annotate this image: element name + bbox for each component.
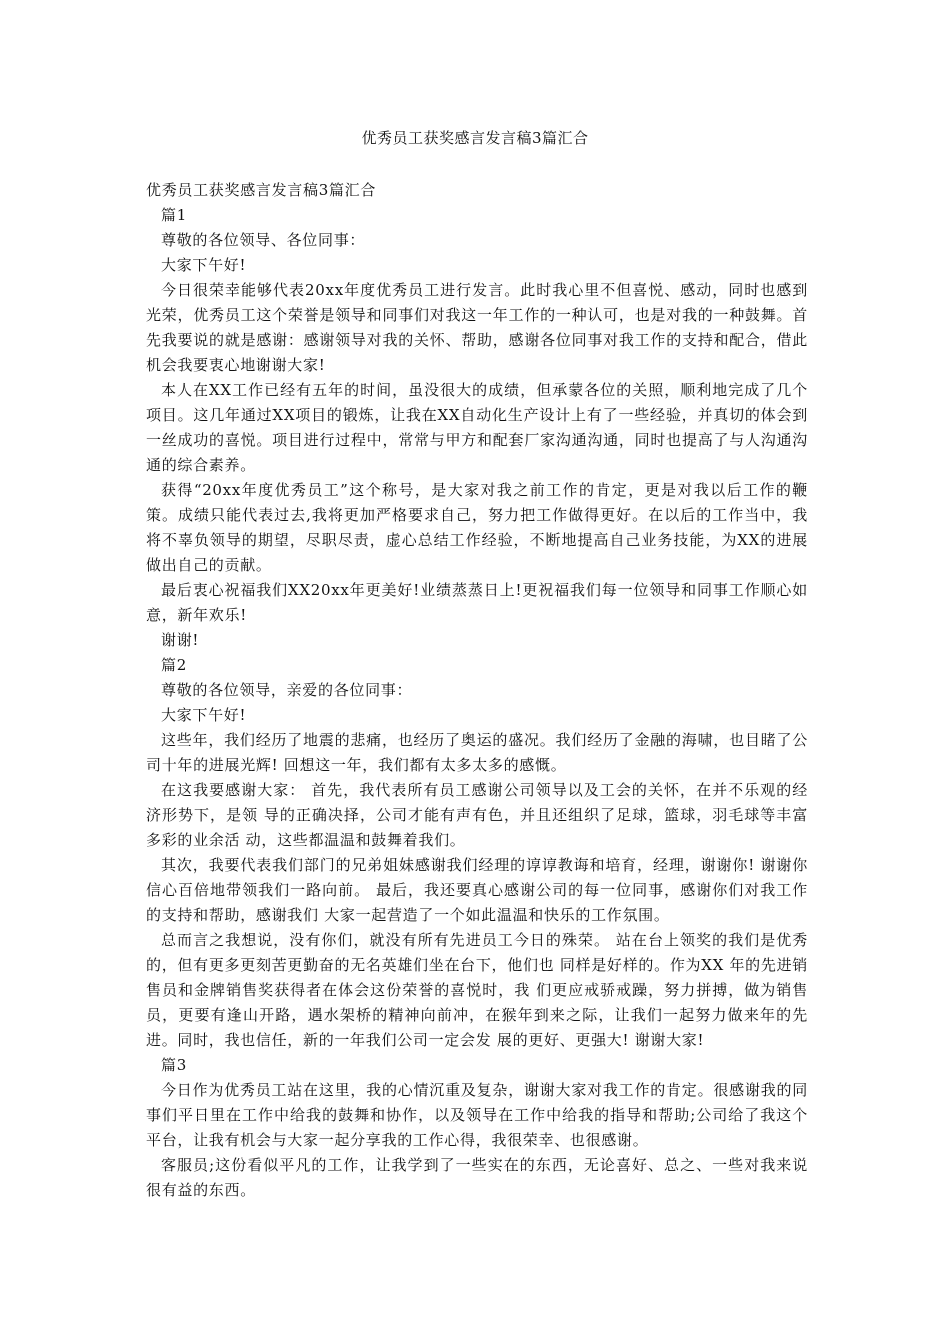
paragraph: 谢谢!: [161, 631, 200, 649]
document-body: [146, 178, 808, 1203]
paragraph: 大家下午好!: [161, 256, 247, 274]
paragraph: 尊敬的各位领导、各位同事：: [161, 231, 366, 249]
paragraph: 在这我要感谢大家： 首先，我代表所有员工感谢公司领导以及工会的关怀，在并不乐观的经济形势下，是领 导的正确决择，公司才能有声有色，并且还组织了足球，篮球，羽毛球等丰富多彩的业余活 动，这些都温温和鼓舞着我们。: [146, 781, 808, 849]
paragraph: 尊敬的各位领导，亲爱的各位同事：: [161, 681, 413, 699]
paragraph: 今日作为优秀员工站在这里，我的心情沉重及复杂，谢谢大家对我工作的肯定。很感谢我的同事们平日里在工作中给我的鼓舞和协作，以及领导在工作中给我的指导和帮助;公司给了我这个平台，让我有机会与大家一起分享我的工作心得，我很荣幸、也很感谢。: [146, 1081, 808, 1149]
section-heading-2: 篇2: [161, 656, 187, 674]
section-heading-1: 篇1: [161, 206, 187, 224]
paragraph: 其次，我要代表我们部门的兄弟姐妹感谢我们经理的谆谆教诲和培育，经理，谢谢你! 谢谢你信心百倍地带领我们一路向前。 最后，我还要真心感谢公司的每一位同事，感谢你们对我工作的支持和帮助，感谢我们 大家一起营造了一个如此温温和快乐的工作氛围。: [146, 856, 808, 924]
paragraph: 客服员;这份看似平凡的工作，让我学到了一些实在的东西，无论喜好、总之、一些对我来说很有益的东西。: [146, 1156, 808, 1199]
paragraph: 这些年，我们经历了地震的悲痛，也经历了奥运的盛况。我们经历了金融的海啸，也目睹了公司十年的进展光辉! 回想这一年，我们都有太多太多的感慨。: [146, 731, 808, 774]
body-heading: 优秀员工获奖感言发言稿3篇汇合: [146, 181, 377, 199]
paragraph: 最后衷心祝福我们XX20xx年更美好!业绩蒸蒸日上!更祝福我们每一位领导和同事工作顺心如意，新年欢乐!: [146, 581, 808, 624]
paragraph: 本人在XX工作已经有五年的时间，虽没很大的成绩，但承蒙各位的关照，顺利地完成了几个项目。这几年通过XX项目的锻炼，让我在XX自动化生产设计上有了一些经验，并真切的体会到一丝成功的喜悦。项目进行过程中，常常与甲方和配套厂家沟通沟通，同时也提高了与人沟通沟通的综合素养。: [146, 381, 808, 474]
paragraph: 大家下午好!: [161, 706, 247, 724]
paragraph: 今日很荣幸能够代表20xx年度优秀员工进行发言。此时我心里不但喜悦、感动，同时也感到光荣，优秀员工这个荣誉是领导和同事们对我这一年工作的一种认可，也是对我的一种鼓舞。首先我要说的就是感谢：感谢领导对我的关怀、帮助，感谢各位同事对我工作的支持和配合，借此机会我要衷心地谢谢大家!: [146, 281, 808, 374]
section-heading-3: 篇3: [161, 1056, 187, 1074]
document-title: 优秀员工获奖感言发言稿3篇汇合: [361, 129, 589, 147]
paragraph: 获得“20xx年度优秀员工”这个称号，是大家对我之前工作的肯定，更是对我以后工作的鞭策。成绩只能代表过去,我将更加严格要求自己，努力把工作做得更好。在以后的工作当中，我将不辜负领导的期望，尽职尽责，虚心总结工作经验，不断地提高自己业务技能，为XX的进展做出自己的贡献。: [146, 481, 808, 574]
paragraph: 总而言之我想说，没有你们，就没有所有先进员工今日的殊荣。 站在台上领奖的我们是优秀的，但有更多更刻苦更勤奋的无名英雄们坐在台下，他们也 同样是好样的。作为XX 年的先进销售员和金牌销售奖获得者在体会这份荣誉的喜悦时，我 们更应戒骄戒躁，努力拼搏，做为销售员，更要有逢山开路，遇水架桥的精神向前冲，在猴年到来之际，让我们一起努力做来年的先进。同时，我也信任，新的一年我们公司一定会发 展的更好、更强大! 谢谢大家!: [146, 931, 808, 1049]
